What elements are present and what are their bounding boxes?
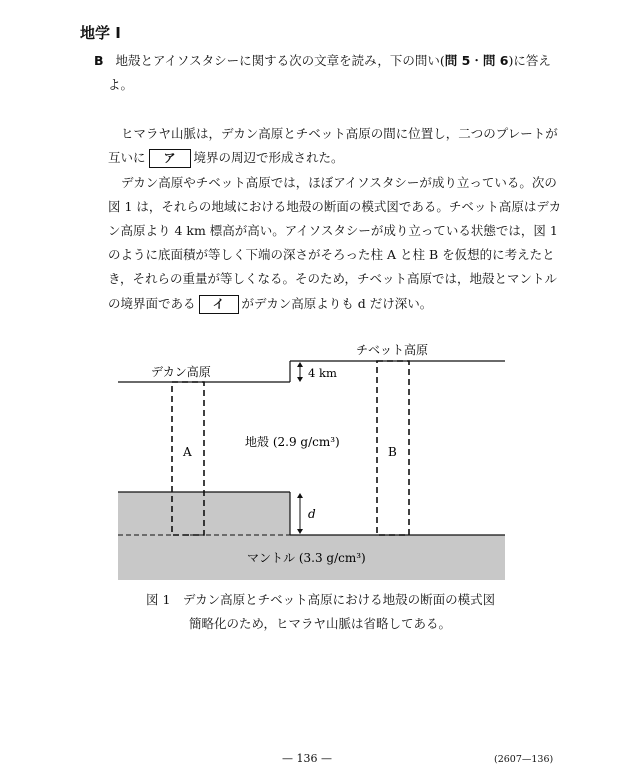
passage-p2-line2: 図 1 は，それらの地域における地殻の断面の模式図である。チベット高原はデカ [108, 199, 562, 214]
question-6-ref: 問 6 [482, 53, 509, 68]
figure-caption-note: 簡略化のため，ヒマラヤ山脈は省略してある。 [189, 616, 452, 631]
label-deccan: デカン高原 [151, 365, 211, 379]
question-5-ref: 問 5 [444, 53, 471, 68]
blank-box-i: イ [199, 295, 239, 314]
label-column-b: B [388, 445, 397, 459]
passage-text: の境界面である [108, 296, 196, 311]
arrow-head-up [297, 493, 303, 498]
subject-title: 地学 I [80, 24, 121, 42]
label-crust: 地殻 (2.9 g/cm³) [245, 435, 340, 449]
intro-line-2: よ。 [108, 77, 134, 92]
intro-text-end: )に答え [508, 53, 551, 68]
label-d: d [308, 507, 316, 521]
figure-caption: 図 1 デカン高原とチベット高原における地殻の断面の模式図 [146, 592, 496, 607]
passage-p1-line1: ヒマラヤ山脈は，デカン高原とチベット高原の間に位置し，二つのプレートが [121, 126, 558, 141]
passage-p2-line1: デカン高原やチベット高原では，ほぼアイソスタシーが成り立っている。次の [121, 175, 557, 190]
label-column-a: A [183, 445, 192, 459]
arrow-head-down [297, 377, 303, 382]
intro-dot: ・ [470, 53, 483, 68]
label-4km: 4 km [308, 366, 337, 380]
passage-p2-line4: のように底面積が等しく下端の深さがそろった柱 A と柱 B を仮想的に考えたと [108, 247, 555, 262]
mantle-region [118, 492, 505, 580]
arrow-head-up [297, 362, 303, 367]
blank-box-a: ア [149, 149, 191, 168]
exam-code: (2607—136) [494, 754, 554, 765]
intro-text: 地殻とアイソスタシーに関する次の文章を読み，下の問い( [115, 53, 445, 68]
passage-text: 境界の周辺で形成された。 [193, 150, 344, 165]
section-label: B [94, 53, 104, 68]
label-mantle: マントル (3.3 g/cm³) [247, 551, 366, 565]
page-number: — 136 — [282, 752, 332, 765]
passage-text: がデカン高原よりも d だけ深い。 [241, 296, 433, 311]
arrow-head-down [297, 529, 303, 534]
passage-p2-line3: ン高原より 4 km 標高が高い。アイソスタシーが成り立っている状態では，図 1 [108, 223, 558, 238]
passage-text: 互いに [108, 150, 146, 165]
label-tibet: チベット高原 [356, 343, 429, 357]
passage-p2-line5: き，それらの重量が等しくなる。そのため，チベット高原では，地殻とマントル [108, 271, 558, 286]
